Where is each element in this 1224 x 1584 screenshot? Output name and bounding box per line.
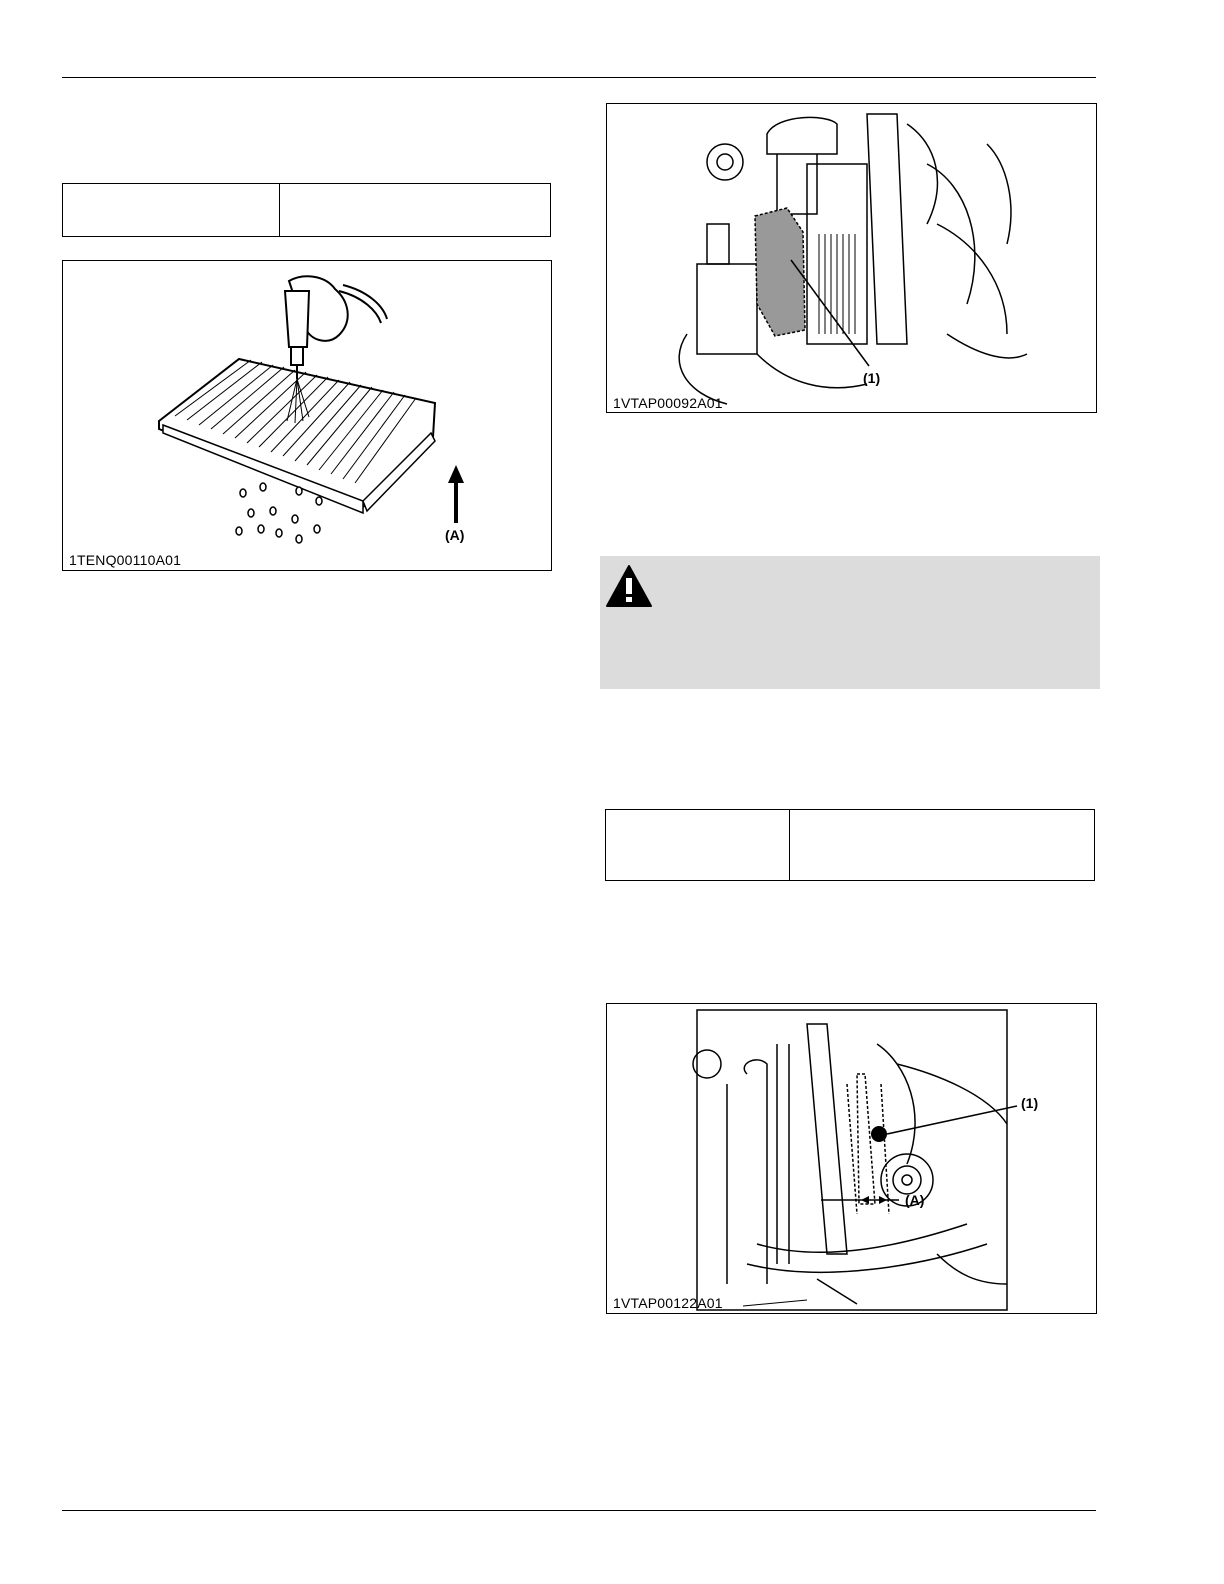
spec-table-right (605, 809, 1095, 881)
footer-rule (62, 1510, 1096, 1511)
header-rule (62, 77, 1096, 78)
figure-air-filter (62, 260, 552, 571)
warning-triangle-icon (604, 562, 654, 612)
spec-table-right-cell-2 (790, 810, 1094, 880)
spec-table-right-cell-1 (606, 810, 790, 880)
figure-code: 1TENQ00110A01 (69, 552, 182, 568)
radiator-illustration (607, 104, 1097, 413)
warning-box (600, 556, 1100, 689)
figure-radiator (606, 103, 1097, 413)
figure-code: 1VTAP00122A01 (613, 1295, 723, 1311)
spec-table-left-cell-2 (280, 184, 550, 236)
callout-a: (A) (905, 1192, 925, 1208)
spec-table-left (62, 183, 551, 237)
spec-table-left-cell-1 (63, 184, 280, 236)
callout-a: (A) (445, 527, 465, 543)
fan-belt-illustration (607, 1004, 1097, 1314)
figure-fan-belt (606, 1003, 1097, 1314)
figure-code: 1VTAP00092A01 (613, 395, 723, 411)
callout-1: (1) (863, 370, 881, 386)
callout-1: (1) (1021, 1095, 1039, 1111)
air-filter-illustration (63, 261, 552, 571)
